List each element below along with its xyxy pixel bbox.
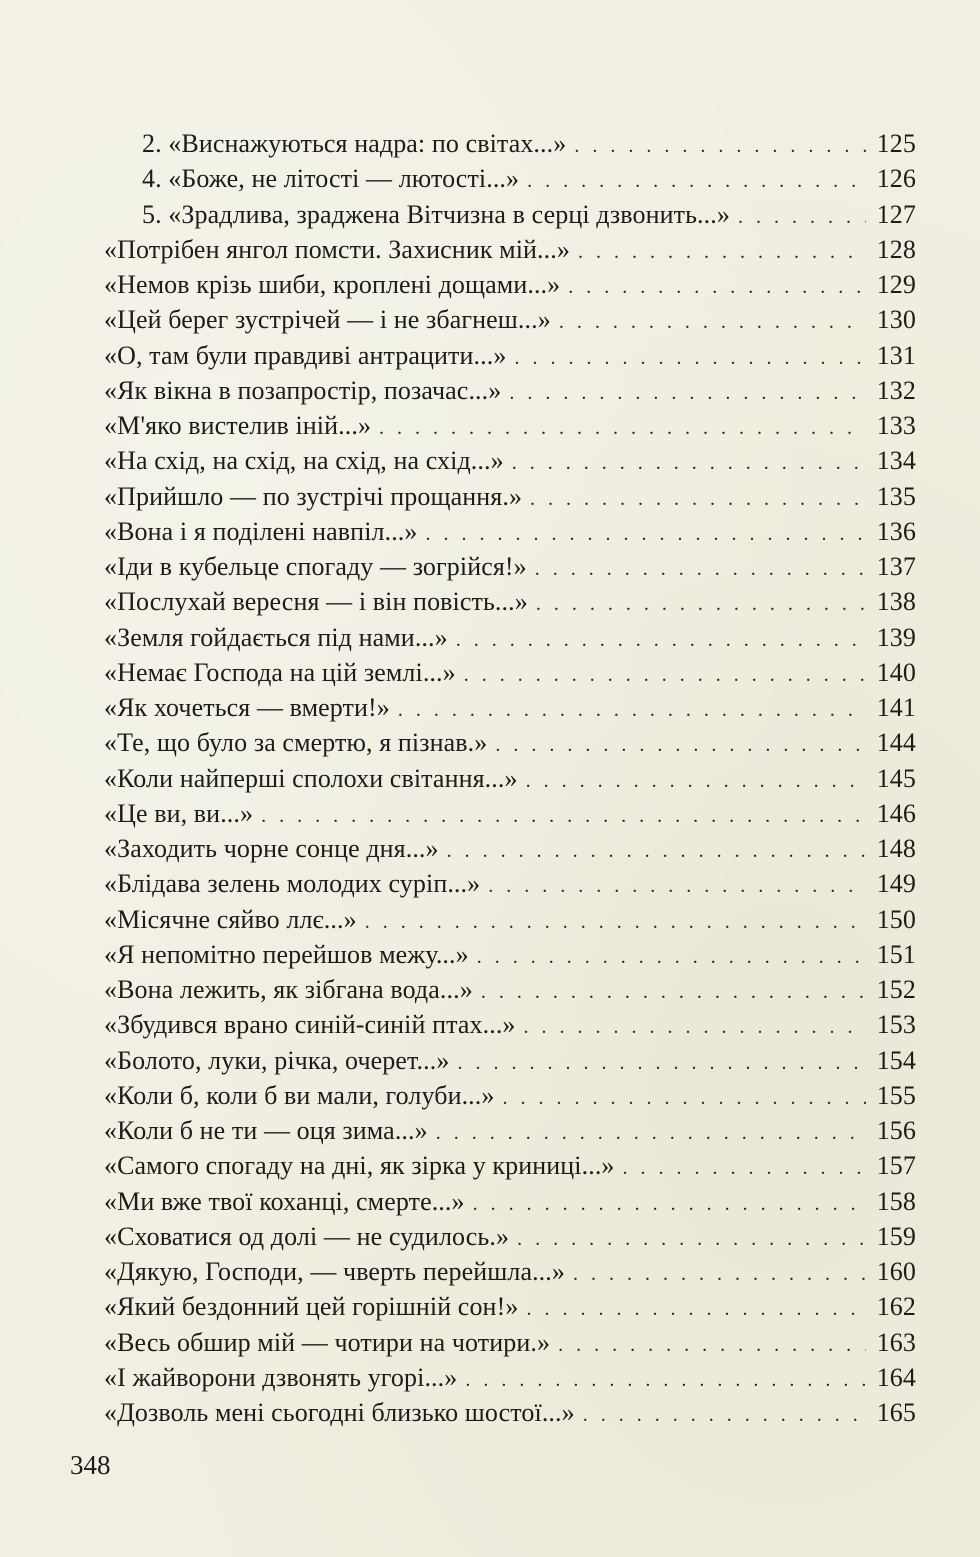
dot-leader <box>398 693 866 728</box>
toc-entry-title: «Я непомітно перейшов межу...» <box>104 939 469 969</box>
dot-leader <box>488 869 866 904</box>
dot-leader <box>426 517 867 552</box>
toc-entry-page: 163 <box>876 1327 916 1357</box>
toc-entry <box>104 1184 916 1219</box>
dot-leader <box>465 1363 866 1398</box>
page-number: 348 <box>70 1450 111 1480</box>
toc-entry <box>104 267 916 302</box>
toc-entry-page: 140 <box>876 657 916 687</box>
dot-leader <box>558 1328 866 1363</box>
dot-leader <box>495 728 866 763</box>
toc-entry-page: 134 <box>876 446 916 476</box>
toc-entry-title: «Місячне сяйво ллє...» <box>104 904 357 934</box>
table-of-contents <box>104 126 916 1430</box>
toc-entry-title: «Послухай вересня — і він повість...» <box>104 587 528 617</box>
toc-entry-page: 125 <box>876 129 916 158</box>
toc-entry-title: «Блідава зелень молодих суріп...» <box>104 869 481 899</box>
toc-entry-title: «Дозволь мені сьогодні близько шостої...» <box>104 1398 575 1427</box>
dot-leader <box>447 834 866 869</box>
toc-entry-title: «Іди в кубельце спогаду — зогрійся!» <box>104 552 527 581</box>
toc-entry <box>104 1360 916 1395</box>
toc-entry <box>104 1078 916 1113</box>
toc-entry-title: «Потрібен янгол помсти. Захисник мій...» <box>104 234 570 264</box>
toc-entry-page: 156 <box>876 1116 916 1145</box>
toc-entry-title: «Цей берег зустрічей — і не збагнеш...» <box>104 305 551 335</box>
toc-entry-title: «Коли б не ти — оця зима...» <box>104 1116 428 1145</box>
toc-entry-title: «Заходить чорне сонце дня...» <box>104 834 439 863</box>
toc-entry-page: 130 <box>876 305 916 335</box>
dot-leader <box>524 1010 866 1045</box>
toc-entry <box>104 373 916 408</box>
dot-leader <box>526 1292 866 1327</box>
toc-entry-title: «Вона і я поділені навпіл...» <box>104 516 418 546</box>
toc-entry <box>104 902 916 937</box>
toc-entry <box>104 796 916 831</box>
toc-entry <box>104 1219 916 1254</box>
toc-entry-title: «Весь обшир мій — чотири на чотири.» <box>104 1327 551 1357</box>
toc-entry-page: 139 <box>876 622 916 652</box>
toc-entry-title: «Сховатися од долі — не судилось.» <box>104 1221 510 1251</box>
toc-entry-title: «Це ви, ви...» <box>104 798 254 828</box>
toc-entry-title: «Коли б, коли б ви мали, голуби...» <box>104 1080 495 1110</box>
toc-entry <box>104 690 916 725</box>
toc-entry-page: 155 <box>876 1080 916 1110</box>
dot-leader <box>509 376 866 411</box>
dot-leader <box>573 1257 866 1292</box>
toc-entry-page: 141 <box>876 693 916 722</box>
toc-entry <box>104 584 916 619</box>
toc-entry <box>104 1254 916 1289</box>
toc-entry <box>104 1289 916 1324</box>
dot-leader <box>568 270 866 305</box>
toc-entry <box>104 549 916 584</box>
toc-entry <box>104 232 916 267</box>
toc-entry-title: «Дякую, Господи, — чверть перейшла...» <box>104 1257 565 1286</box>
toc-entry-page: 126 <box>876 164 916 194</box>
toc-entry-page: 127 <box>876 199 916 229</box>
toc-entry-page: 150 <box>876 904 916 934</box>
toc-entry-page: 157 <box>876 1151 916 1181</box>
dot-leader <box>436 1116 866 1151</box>
toc-entry <box>104 655 916 690</box>
toc-entry-page: 165 <box>876 1398 916 1427</box>
toc-entry <box>104 1007 916 1042</box>
toc-entry-page: 129 <box>876 270 916 299</box>
toc-entry <box>104 1148 916 1183</box>
toc-entry-page: 151 <box>876 939 916 969</box>
dot-leader <box>517 1222 866 1257</box>
dot-leader <box>473 1187 866 1222</box>
toc-entry <box>104 443 916 478</box>
toc-entry-title: «М'яко вистелив іній...» <box>104 411 372 440</box>
toc-entry-page: 131 <box>876 340 916 370</box>
toc-entry-page: 158 <box>876 1186 916 1216</box>
toc-entry-title: «Ми вже твої коханці, смерте...» <box>104 1186 465 1216</box>
dot-leader <box>535 552 866 587</box>
toc-entry-page: 153 <box>876 1010 916 1040</box>
toc-entry-title: 5. «Зрадлива, зраджена Вітчизна в серці дзвонить...» <box>142 199 730 229</box>
toc-entry <box>104 479 916 514</box>
toc-entry <box>104 408 916 443</box>
toc-entry-title: «Немов крізь шиби, кроплені дощами...» <box>104 270 561 299</box>
toc-entry <box>104 126 916 161</box>
toc-entry-page: 137 <box>876 552 916 581</box>
toc-entry <box>104 1395 916 1430</box>
toc-entry-page: 160 <box>876 1257 916 1286</box>
toc-entry <box>104 197 916 232</box>
toc-entry-page: 138 <box>876 587 916 617</box>
dot-leader <box>379 411 866 446</box>
toc-entry <box>104 937 916 972</box>
dot-leader <box>261 799 866 834</box>
dot-leader <box>526 764 866 799</box>
toc-entry-title: «Те, що було за смертю, я пізнав.» <box>104 728 488 758</box>
toc-entry-page: 133 <box>876 411 916 440</box>
toc-entry-title: «Немає Господа на цій землі...» <box>104 657 456 687</box>
dot-leader <box>530 482 866 517</box>
toc-entry <box>104 302 916 337</box>
toc-entry-title: «Як хочеться — вмерти!» <box>104 693 390 722</box>
toc-entry-page: 136 <box>876 516 916 546</box>
toc-entry-title: 4. «Боже, не літості — лютості...» <box>142 164 520 194</box>
toc-entry-page: 145 <box>876 763 916 793</box>
dot-leader <box>502 1081 866 1116</box>
toc-entry-page: 132 <box>876 375 916 405</box>
dot-leader <box>738 200 866 235</box>
dot-leader <box>365 905 866 940</box>
dot-leader <box>527 164 866 199</box>
toc-entry-title: «Вона лежить, як зібгана вода...» <box>104 975 473 1004</box>
dot-leader <box>512 446 866 481</box>
toc-entry <box>104 514 916 549</box>
toc-entry <box>104 866 916 901</box>
dot-leader <box>536 587 866 622</box>
toc-entry-title: «Самого спогаду на дні, як зірка у криниці...» <box>104 1151 615 1181</box>
dot-leader <box>623 1151 866 1186</box>
toc-entry-title: «Який бездонний цей горішній сон!» <box>104 1292 519 1322</box>
toc-entry <box>104 831 916 866</box>
toc-entry-page: 148 <box>876 834 916 863</box>
toc-entry-page: 149 <box>876 869 916 899</box>
toc-entry-page: 154 <box>876 1045 916 1075</box>
toc-entry-page: 164 <box>876 1362 916 1392</box>
toc-entry-title: «Як вікна в позапростір, позачас...» <box>104 375 502 405</box>
dot-leader <box>457 1046 866 1081</box>
dot-leader <box>578 235 866 270</box>
toc-entry-title: «Збудився врано синій-синій птах...» <box>104 1010 516 1040</box>
toc-entry <box>104 1043 916 1078</box>
toc-entry-page: 146 <box>876 798 916 828</box>
toc-entry <box>104 620 916 655</box>
toc-entry-page: 159 <box>876 1221 916 1251</box>
toc-entry <box>104 725 916 760</box>
toc-entry-title: «Прийшло — по зустрічі прощання.» <box>104 481 523 511</box>
toc-entry <box>104 1113 916 1148</box>
dot-leader <box>456 623 866 658</box>
toc-entry-page: 152 <box>876 975 916 1004</box>
dot-leader <box>481 975 866 1010</box>
dot-leader <box>477 940 866 975</box>
toc-entry-title: «І жайворони дзвонять угорі...» <box>104 1362 458 1392</box>
toc-entry-title: «Земля гойдається під нами...» <box>104 622 448 652</box>
toc-entry-title: «О, там були правдиві антрацити...» <box>104 340 507 370</box>
dot-leader <box>583 1398 866 1433</box>
toc-entry-page: 135 <box>876 481 916 511</box>
toc-entry-title: «На схід, на схід, на схід, на схід...» <box>104 446 504 476</box>
toc-entry <box>104 972 916 1007</box>
toc-entry <box>104 161 916 196</box>
toc-entry-title: «Болото, луки, річка, очерет...» <box>104 1045 450 1075</box>
dot-leader <box>514 341 866 376</box>
dot-leader <box>574 129 866 164</box>
toc-entry-page: 128 <box>876 234 916 264</box>
dot-leader <box>559 305 866 340</box>
toc-entry-title: 2. «Виснажуються надра: по світах...» <box>142 129 567 158</box>
dot-leader <box>464 658 866 693</box>
toc-entry <box>104 761 916 796</box>
toc-entry <box>104 1325 916 1360</box>
toc-entry-title: «Коли найперші сполохи світання...» <box>104 763 518 793</box>
toc-entry <box>104 338 916 373</box>
toc-entry-page: 144 <box>876 728 916 758</box>
toc-entry-page: 162 <box>876 1292 916 1322</box>
